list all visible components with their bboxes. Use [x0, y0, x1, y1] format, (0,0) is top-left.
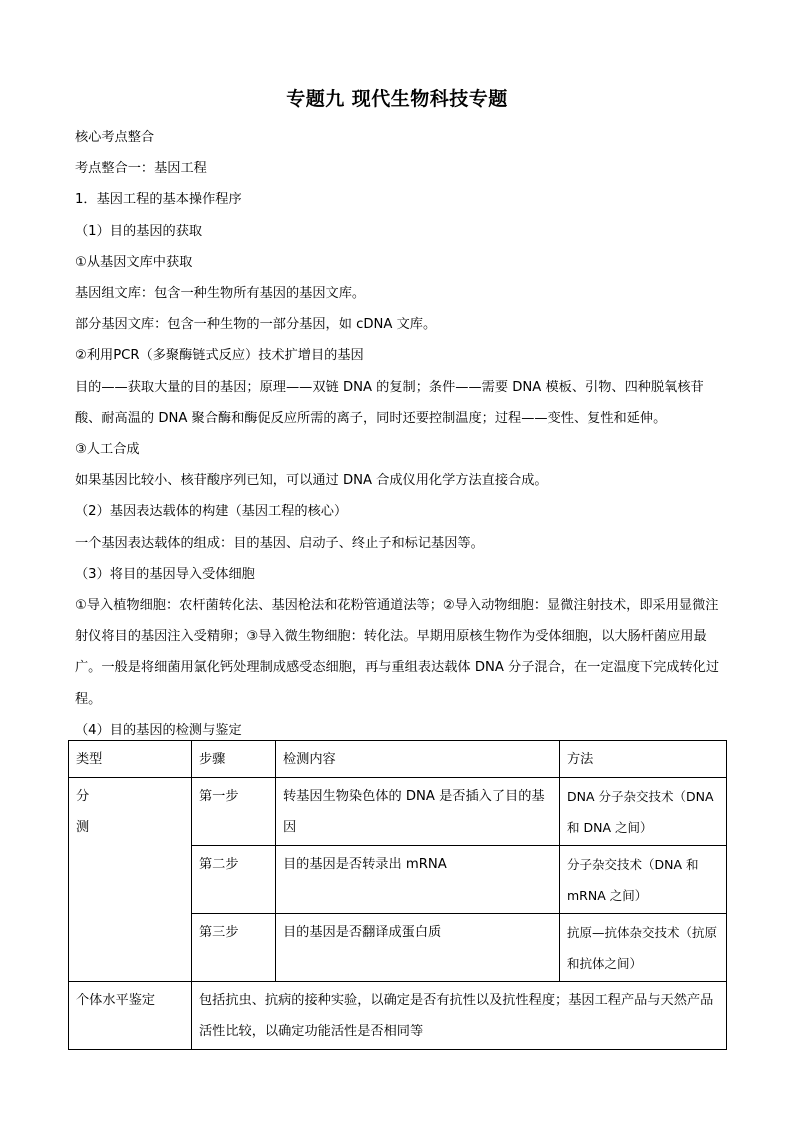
step-cell: 第一步 [192, 778, 276, 846]
method-cell: 抗原—抗体杂交技术（抗原和抗体之间） [560, 914, 727, 982]
type-cell: 个体水平鉴定 [69, 982, 192, 1050]
paragraph: ②利用PCR（多聚酶链式反应）技术扩增目的基因 [75, 348, 364, 364]
table-header-cell: 类型 [69, 741, 192, 778]
paragraph: 部分基因文库：包含一种生物的一部分基因，如 cDNA 文库。 [75, 317, 437, 333]
item-heading: （3）将目的基因导入受体细胞 [75, 566, 255, 582]
method-cell: DNA 分子杂交技术（DNA 和 DNA 之间） [560, 778, 727, 846]
step-cell: 第三步 [192, 914, 276, 982]
subsection-heading: 考点整合一：基因工程 [75, 161, 207, 177]
paragraph: ①从基因文库中获取 [75, 254, 193, 270]
content-cell: 目的基因是否转录出 mRNA [276, 846, 560, 914]
table-row [69, 778, 727, 846]
page-title: 专题九 现代生物科技专题 [286, 88, 508, 110]
paragraph: 目的——获取大量的目的基因；原理——双链 DNA 的复制；条件——需要 DNA 模板、引物、四种脱氧核苷酸、耐高温的 DNA 聚合酶和酶促反应所需的离子，同时还要控制温度；过程——变性、复性和延伸。 [75, 379, 704, 426]
paragraph: ①导入植物细胞：农杆菌转化法、基因枪法和花粉管通道法等；②导入动物细胞：显微注射技术，即采用显微注射仪将目的基因注入受精卵；③导入微生物细胞：转化法。早期用原核生物作为受体细胞，以大肠杆菌应用最广。一般是将细菌用氯化钙处理制成感受态细胞，再与重组表达载体 DNA 分子混合，在一定温度下完成转化过程。 [75, 598, 720, 707]
table-header-cell: 检测内容 [276, 741, 560, 778]
content-cell: 目的基因是否翻译成蛋白质 [276, 914, 560, 982]
paragraph: ③人工合成 [75, 442, 140, 458]
numbered-heading: 1．基因工程的基本操作程序 [75, 192, 242, 208]
table-header-cell: 方法 [560, 741, 727, 778]
method-cell: 分子杂交技术（DNA 和 mRNA 之间） [560, 846, 727, 914]
paragraph: 基因组文库：包含一种生物所有基因的基因文库。 [75, 286, 366, 302]
type-cell: 分 测 [69, 778, 192, 982]
paragraph: 一个基因表达载体的组成：目的基因、启动子、终止子和标记基因等。 [75, 535, 484, 551]
section-heading: 核心考点整合 [75, 130, 155, 145]
item-heading: （1）目的基因的获取 [75, 223, 203, 239]
detection-table [68, 740, 727, 1050]
table-header-row [69, 741, 727, 778]
paragraph: 如果基因比较小、核苷酸序列已知，可以通过 DNA 合成仪用化学方法直接合成。 [75, 473, 548, 489]
item-heading: （4）目的基因的检测与鉴定 [75, 722, 242, 738]
table-row [69, 982, 727, 1050]
step-cell: 第二步 [192, 846, 276, 914]
content-cell: 包括抗虫、抗病的接种实验，以确定是否有抗性以及抗性程度；基因工程产品与天然产品活性比较，以确定功能活性是否相同等 [192, 982, 727, 1050]
body-text [75, 122, 725, 746]
item-heading: （2）基因表达载体的构建（基因工程的核心） [75, 504, 348, 520]
table-header-cell: 步骤 [192, 741, 276, 778]
content-cell: 转基因生物染色体的 DNA 是否插入了目的基因 [276, 778, 560, 846]
